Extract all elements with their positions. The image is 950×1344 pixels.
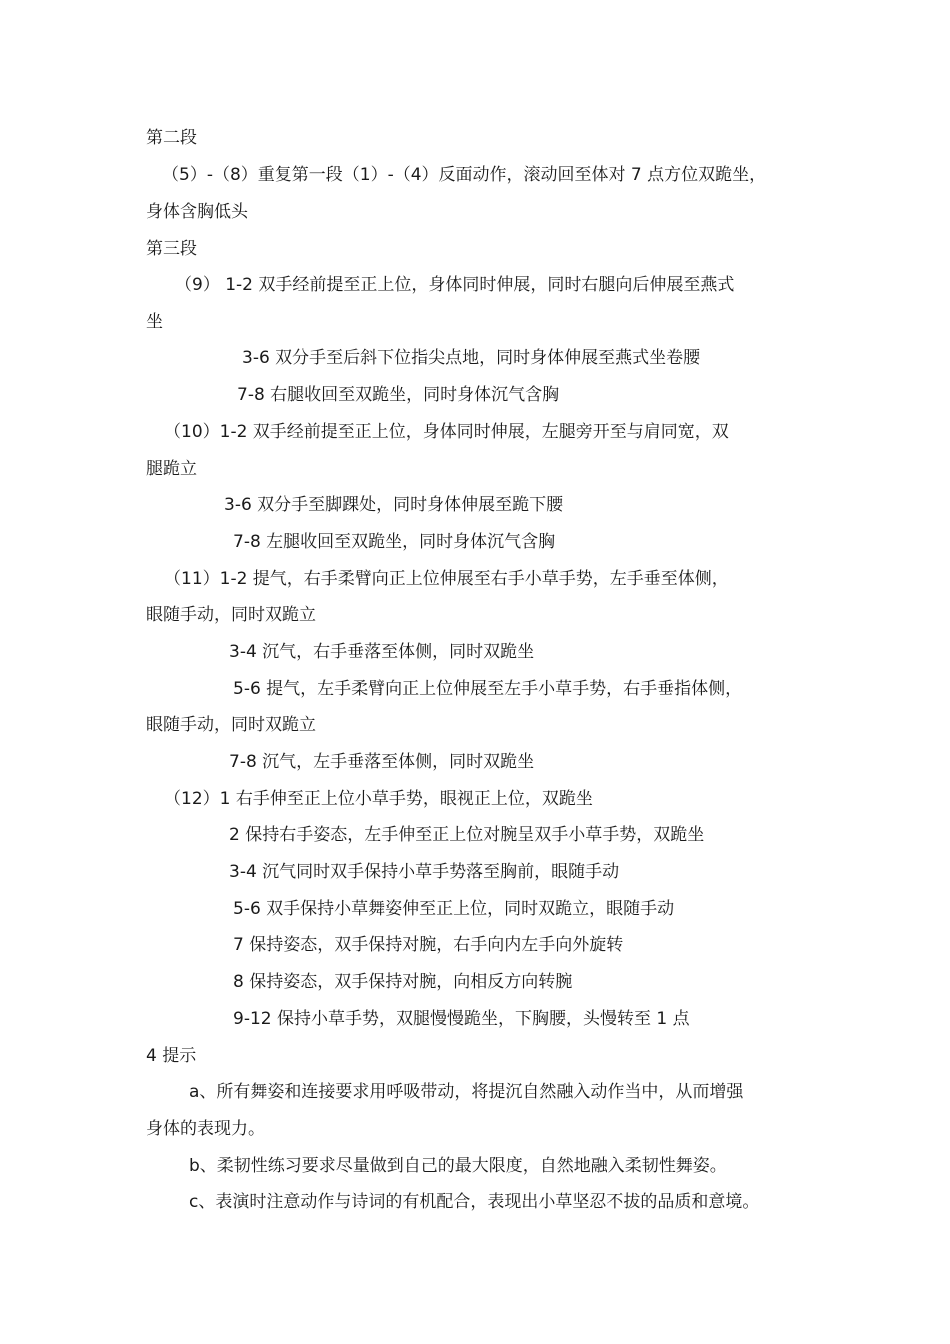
- step-12-5-6: 5-6 双手保持小草舞姿伸至正上位，同时双跪立，眼随手动: [233, 899, 675, 919]
- step-12-1: （12）1 右手伸至正上位小草手势，眼视正上位，双跪坐: [164, 789, 593, 809]
- step-11-3-4: 3-4 沉气，右手垂落至体侧，同时双跪坐: [229, 642, 535, 662]
- tips-heading: 4 提示: [146, 1046, 197, 1066]
- tip-a-line-1: a、所有舞姿和连接要求用呼吸带动，将提沉自然融入动作当中，从而增强: [189, 1082, 744, 1102]
- step-9-line-2: 坐: [146, 312, 163, 332]
- step-5-8-line-1: （5）-（8）重复第一段（1）-（4）反面动作，滚动回至体对 7 点方位双跪坐，: [162, 165, 767, 185]
- step-10-line-1: （10）1-2 双手经前提至正上位，身体同时伸展，左腿旁开至与肩同宽，双: [164, 422, 729, 442]
- step-11-7-8: 7-8 沉气，左手垂落至体侧，同时双跪坐: [229, 752, 535, 772]
- step-10-7-8: 7-8 左腿收回至双跪坐，同时身体沉气含胸: [233, 532, 556, 552]
- section-heading-2: 第二段: [146, 128, 197, 148]
- step-11-line-1: （11）1-2 提气，右手柔臂向正上位伸展至右手小草手势，左手垂至体侧，: [164, 569, 729, 589]
- step-11-5-6-line-1: 5-6 提气，左手柔臂向正上位伸展至左手小草手势，右手垂指体侧，: [233, 679, 743, 699]
- step-9-3-6: 3-6 双分手至后斜下位指尖点地，同时身体伸展至燕式坐卷腰: [242, 348, 701, 368]
- step-12-7: 7 保持姿态，双手保持对腕，右手向内左手向外旋转: [233, 935, 624, 955]
- section-heading-3: 第三段: [146, 239, 197, 259]
- step-10-3-6: 3-6 双分手至脚踝处，同时身体伸展至跪下腰: [224, 495, 564, 515]
- step-9-line-1: （9） 1-2 双手经前提至正上位，身体同时伸展，同时右腿向后伸展至燕式: [175, 275, 735, 295]
- step-9-7-8: 7-8 右腿收回至双跪坐，同时身体沉气含胸: [237, 385, 560, 405]
- tip-a-line-2: 身体的表现力。: [146, 1119, 265, 1139]
- step-10-line-2: 腿跪立: [146, 459, 197, 479]
- step-11-line-2: 眼随手动，同时双跪立: [146, 605, 316, 625]
- step-12-2: 2 保持右手姿态，左手伸至正上位对腕呈双手小草手势，双跪坐: [229, 825, 705, 845]
- step-5-8-line-2: 身体含胸低头: [146, 202, 248, 222]
- tip-c: c、表演时注意动作与诗词的有机配合，表现出小草坚忍不拔的品质和意境。: [189, 1192, 760, 1212]
- tip-b: b、柔韧性练习要求尽量做到自己的最大限度，自然地融入柔韧性舞姿。: [189, 1156, 727, 1176]
- step-12-3-4: 3-4 沉气同时双手保持小草手势落至胸前，眼随手动: [229, 862, 620, 882]
- step-12-8: 8 保持姿态，双手保持对腕，向相反方向转腕: [233, 972, 573, 992]
- step-11-5-6-line-2: 眼随手动，同时双跪立: [146, 715, 316, 735]
- step-12-9-12: 9-12 保持小草手势，双腿慢慢跪坐，下胸腰，头慢转至 1 点: [233, 1009, 690, 1029]
